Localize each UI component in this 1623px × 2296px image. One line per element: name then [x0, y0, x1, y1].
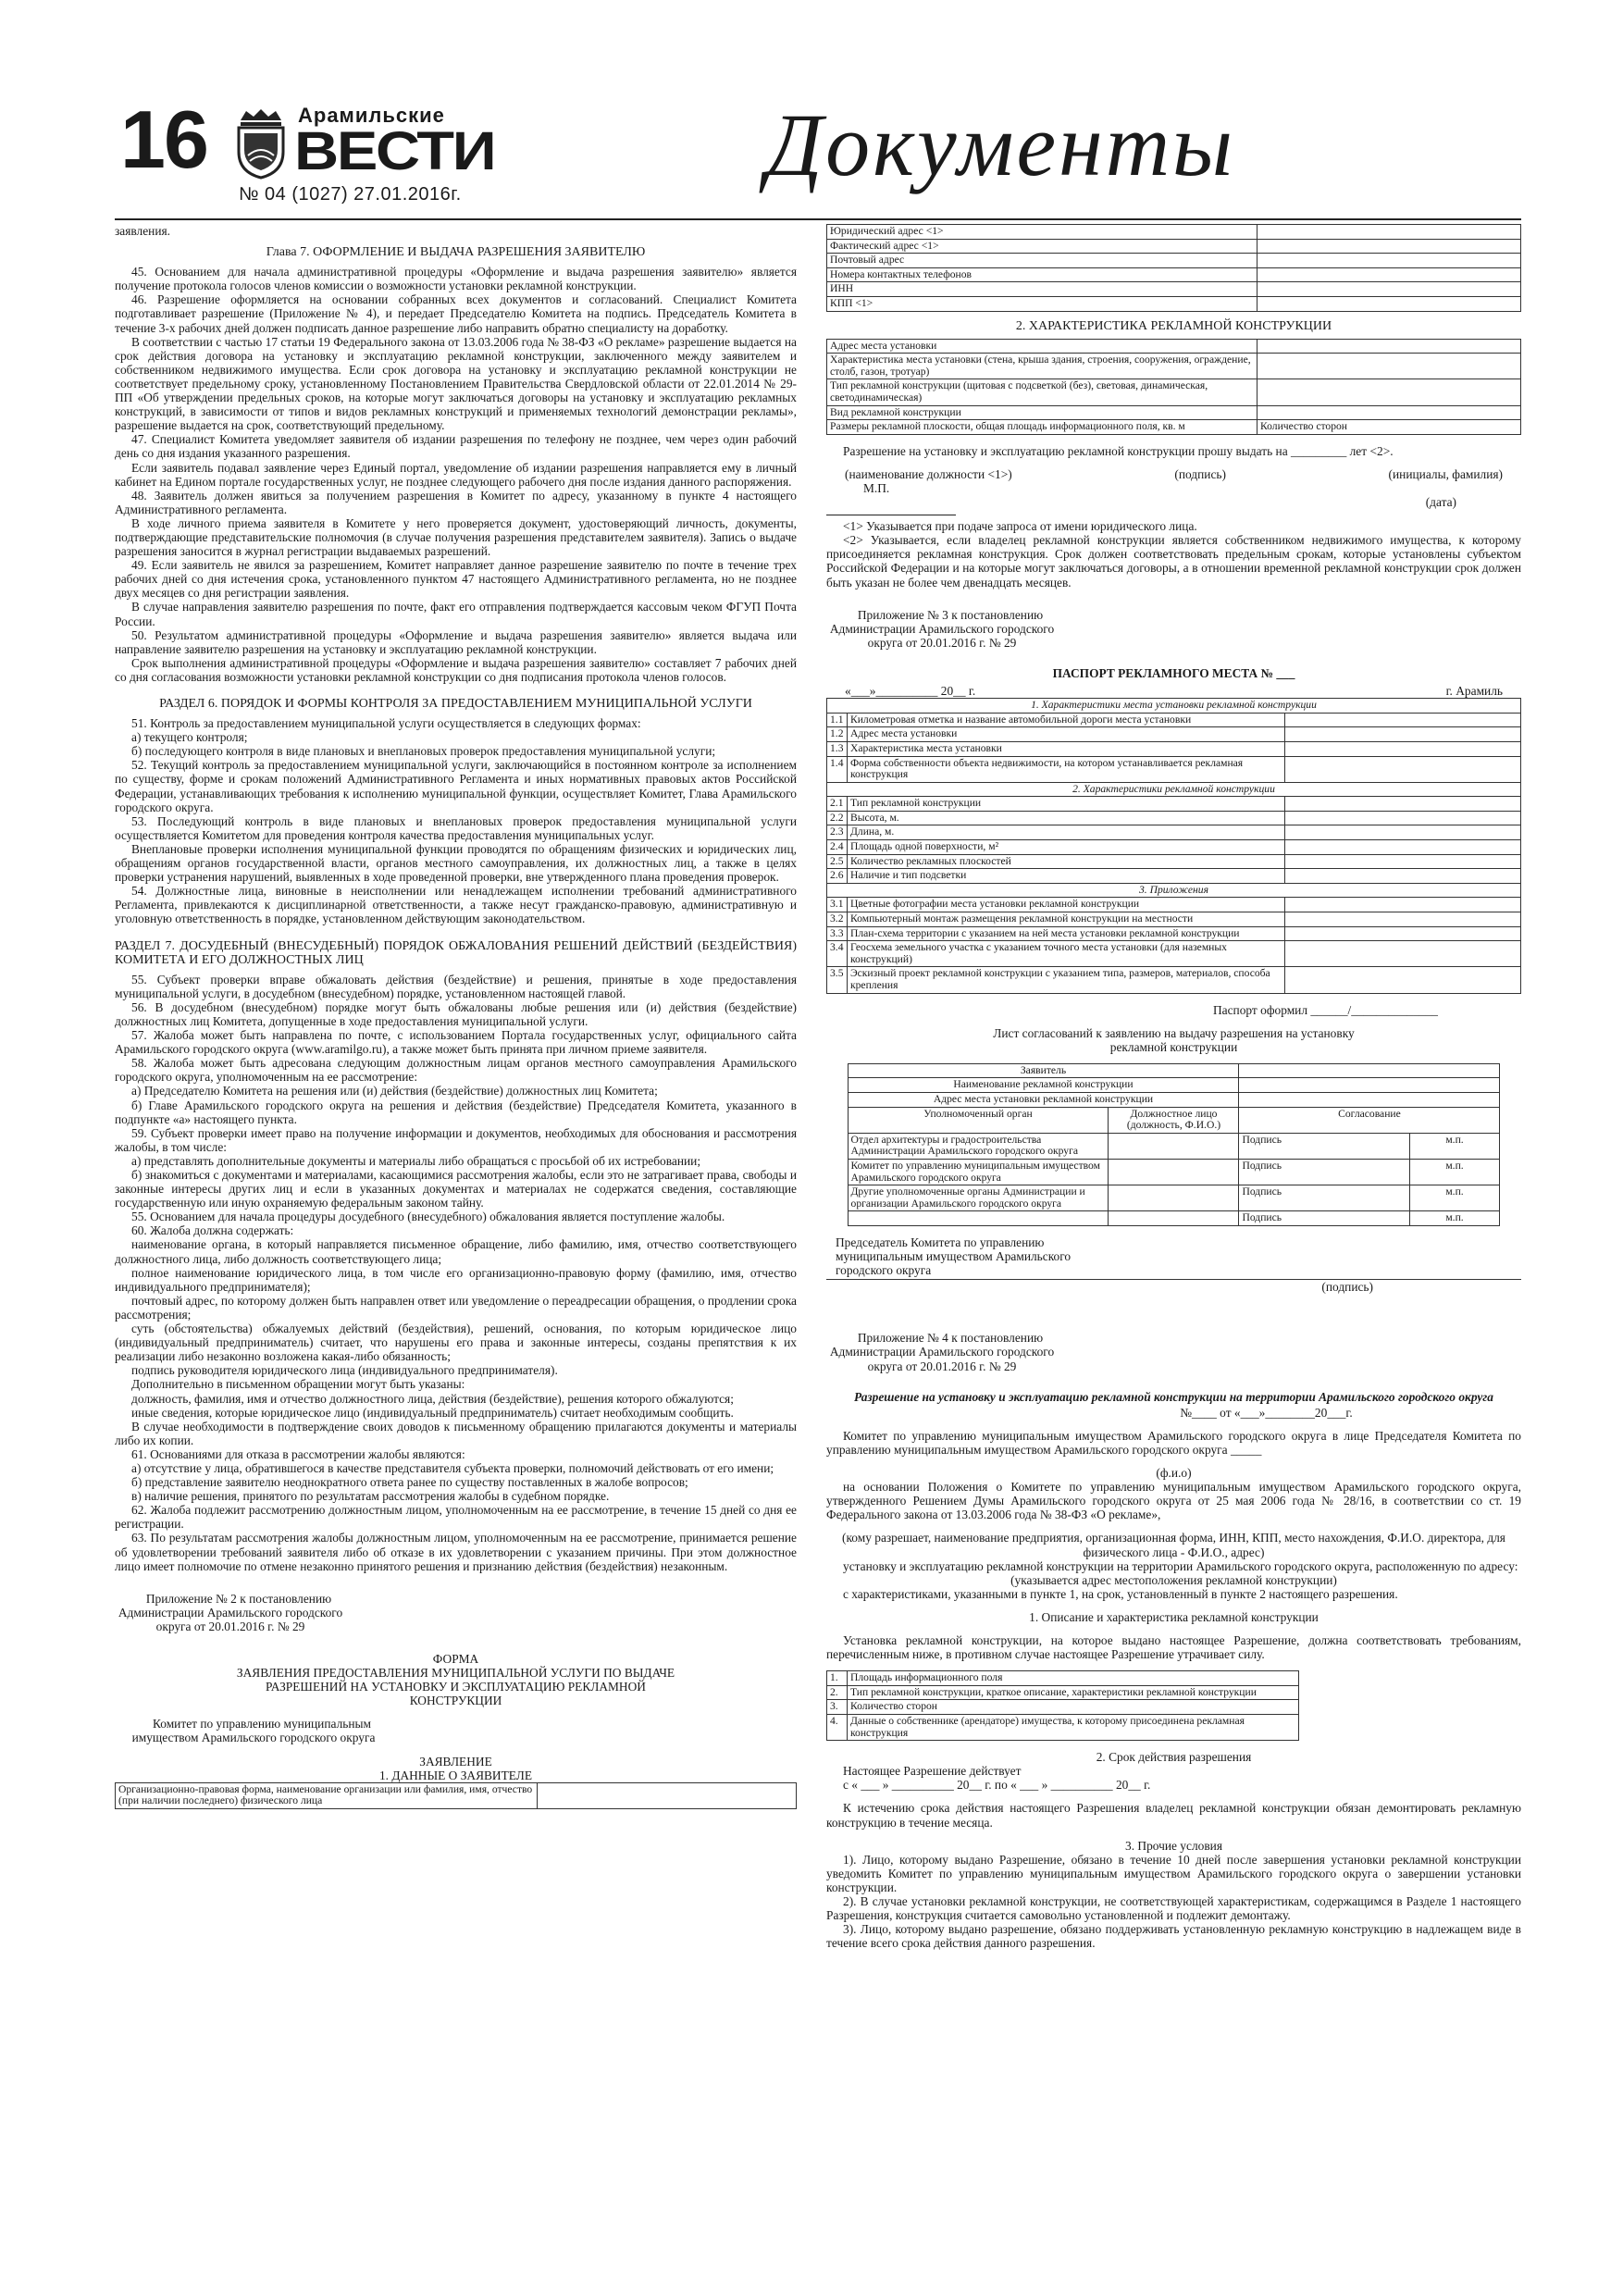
paragraph: Внеплановые проверки исполнения муниципальной функции проводятся по обращениям физических и юридических лиц, обращениям органов государственной власти, органов местного самоуправления, их должностных лиц, а также в целях проверки устранения нарушений, выявленных в ходе проведенной проверки, вне утвержденного плана проведения проверок.: [115, 841, 797, 885]
paragraph: Разрешение на установку и эксплуатацию рекламной конструкции прошу выдать на _________ лет <2>.: [843, 443, 1394, 458]
applicant-table: [115, 1782, 797, 1809]
table-cell: Фактический адрес <1>: [827, 239, 1258, 254]
paragraph: установку и эксплуатацию рекламной конструкции на территории Арамильского городского округа, расположенную по адресу:: [843, 1558, 1518, 1573]
table-row: 2.4 Площадь одной поверхности, м²: [827, 840, 1521, 855]
paragraph: а) отсутствие у лица, обратившегося в качестве представителя субъекта проверки, полномочий действовать от его имени;: [131, 1460, 774, 1475]
paragraph: 3). Лицо, которому выдано разрешение, обязано поддерживать установленную рекламную конструкцию в надлежащем виде в течение всего срока действия данного разрешения.: [826, 1922, 1521, 1951]
construction-table: [826, 339, 1521, 435]
paragraph: В случае необходимости в подтверждение своих доводов к письменному обращению прилагаются документы и материалы либо их копии.: [115, 1419, 797, 1447]
paragraph: 46. Разрешение оформляется на основании собранных всех документов и согласований. Специалист Комитета подготавливает разрешение (Приложение № 4), и передает Председателю Комитета на подпись. Председатель Комитета в течение 3-х рабочих дней должен подписать данное разрешение либо направить обратно специалисту на доработку.: [115, 292, 797, 335]
table-cell: Адрес места установки: [827, 339, 1258, 354]
table-cell: Юридический адрес <1>: [827, 225, 1258, 240]
section-heading: РАЗДЕЛ 7. ДОСУДЕБНЫЙ (ВНЕСУДЕБНЫЙ) ПОРЯДОК ОБЖАЛОВАНИЯ РЕШЕНИЙ ДЕЙСТВИЙ (БЕЗДЕЙСТВИЯ) КОМИТЕТА И ЕГО ДОЛЖНОСТНЫХ ЛИЦ: [115, 938, 797, 967]
paragraph: б) представление заявителю неоднократного ответа ранее по существу поставленных в жалобе вопросов;: [131, 1475, 688, 1490]
table-row: 3.5 Эскизный проект рекламной конструкции с указанием типа, размеров, материалов, способа крепления: [827, 967, 1521, 993]
table-row: 1.4 Форма собственности объекта недвижимости, на котором устанавливается рекламная конструкция: [827, 756, 1521, 782]
right-column: [826, 224, 1521, 2255]
paragraph: 47. Специалист Комитета уведомляет заявителя об издании разрешения по телефону не позднее, чем через один рабочий день со дня издания указанного разрешения.: [115, 432, 797, 461]
paragraph: а) представлять дополнительные документы и материалы либо обращаться с просьбой об их истребовании;: [131, 1153, 701, 1168]
brand-name-small: Арамильские: [298, 104, 445, 127]
chairman-sign: (подпись): [826, 1279, 1521, 1294]
table-row: Отдел архитектуры и градостроительства Администрации Арамильского городского округа Подпись м.п.: [848, 1133, 1500, 1159]
paragraph: 45. Основанием для начала административной процедуры «Оформление и выдача разрешения заявителю» является получение протокола голосов членов комиссии о возможности установки рекламной конструкции.: [115, 265, 797, 293]
table-row: 2. Тип рекламной конструкции, краткое описание, характеристики рекламной конструкции: [827, 1685, 1299, 1700]
table-row: 1.1 Километровая отметка и название автомобильной дороги места установки: [827, 713, 1521, 727]
brand-name-large: ВЕСТИ: [294, 121, 495, 181]
paragraph: К истечению срока действия настоящего Разрешения владелец рекламной конструкции обязан демонтировать рекламную конструкцию в течение месяца.: [826, 1801, 1521, 1830]
signature-name: (инициалы, фамилия): [1388, 466, 1503, 481]
coat-of-arms-icon: [233, 107, 289, 180]
chapter-heading: Глава 7. ОФОРМЛЕНИЕ И ВЫДАЧА РАЗРЕШЕНИЯ ЗАЯВИТЕЛЮ: [266, 245, 646, 260]
passport-city: г. Арамиль: [1445, 684, 1503, 699]
paragraph: 60. Жалоба должна содержать:: [131, 1223, 294, 1238]
paragraph: 49. Если заявитель не явился за разрешением, Комитет направляет данное разрешение заявителю по почте в течение трех рабочих дней со дня истечения срока, установленного пунктом 47 настоящего Административного регламента, но не позднее двух месяцев со дня регистрации заявления.: [115, 558, 797, 601]
table-row: 2.1 Тип рекламной конструкции: [827, 797, 1521, 812]
page-number: 16: [120, 93, 207, 185]
paragraph: 62. Жалоба подлежит рассмотрению должностным лицом, уполномоченным на ее рассмотрение, в течение 15 дней со дня ее регистрации.: [115, 1503, 797, 1532]
paragraph: а) текущего контроля;: [131, 730, 248, 745]
table-row: [827, 239, 1521, 254]
table-row: [827, 420, 1521, 435]
statement-title: ЗАЯВЛЕНИЕ: [419, 1754, 492, 1769]
table-section-row: [827, 782, 1521, 797]
subsection-heading: 3. Прочие условия: [1125, 1838, 1222, 1853]
permission-title: Разрешение на установку и эксплуатацию рекламной конструкции на территории Арамильского городского округа: [854, 1389, 1493, 1404]
table-row: Адрес места установки рекламной конструкции: [848, 1093, 1500, 1108]
section-title: Документы: [766, 95, 1236, 194]
permission-number: №____ от «___»________20___г.: [1180, 1405, 1353, 1420]
table-row: [827, 254, 1521, 268]
subsection-heading: 1. Описание и характеристика рекламной конструкции: [1029, 1609, 1319, 1624]
paragraph: б) последующего контроля в виде плановых и внеплановых проверок предоставления муниципальной услуги;: [131, 744, 716, 759]
table-row: Другие уполномоченные органы Администрации и организации Арамильского городского округа Подпись м.п.: [848, 1185, 1500, 1211]
addressee: Комитет по управлению муниципальным имуществом Арамильского городского округа: [131, 1717, 376, 1745]
table-cell-empty: [538, 1782, 797, 1808]
paragraph: 59. Субъект проверки имеет право на получение информации и документов, необходимых для обоснования и рассмотрения жалобы, в том числе:: [115, 1125, 797, 1154]
paragraph: с « ___ » __________ 20__ г. по « ___ » __________ 20__ г.: [843, 1778, 1151, 1793]
paragraph: Если заявитель подавал заявление через Единый портал, уведомление об издании разрешения направляется ему в личный кабинет на Едином портале государственных услуг, не позднее следующего рабочего дня после издания данного распоряжения.: [115, 460, 797, 489]
paragraph: В соответствии с частью 17 статьи 19 Федерального закона от 13.03.2006 года № 38-ФЗ «О рекламе» разрешение выдается на срок действия договора на установку и эксплуатацию рекламной конструкции, заключенного между заявителем и собственником недвижимого имущества. Если срок договора на установку и эксплуатацию рекламной конструкции не соответствует предельному сроку, установленному Постановлением Правительства Свердловской области от 22.01.2014 № 29-ПП «Об утверждении предельных сроков, на которые могут заключаться договоры на установку и эксплуатацию рекламных конструкций, в зависимости от типов и видов рекламных конструкций и применяемых технологий демонстрации рекламы», разрешение выдается на срок, соответствующий предельному.: [115, 334, 797, 433]
paragraph: 58. Жалоба может быть адресована следующим должностным лицам органов местного самоуправления Арамильского городского округа, уполномоченным на ее рассмотрение:: [115, 1056, 797, 1085]
section-heading: 2. ХАРАКТЕРИСТИКА РЕКЛАМНОЙ КОНСТРУКЦИИ: [1015, 318, 1332, 333]
paragraph: (указывается адрес местоположения рекламной конструкции): [1010, 1572, 1337, 1587]
table-cell: ИНН: [827, 282, 1258, 297]
table-cell: Номера контактных телефонов: [827, 267, 1258, 282]
table-row: 1.2 Адрес места установки: [827, 727, 1521, 742]
paragraph: 1). Лицо, которому выдано Разрешение, обязано в течение 10 дней после завершения установки рекламной конструкции уведомить Комитет по управлению муниципальным имуществом Арамильского городского округа о завершении установки конструкции.: [826, 1852, 1521, 1894]
fio-label: (ф.и.о): [1156, 1466, 1192, 1481]
paragraph: (кому разрешает, наименование предприятия, организационная форма, ИНН, КПП, место нахождения, Ф.И.О. директора, для физического лица - Ф.И.О., адрес): [842, 1531, 1505, 1559]
table-row: [827, 225, 1521, 240]
table-row: 3. Количество сторон: [827, 1700, 1299, 1715]
paragraph: с характеристиками, указанными в пункте 1, на срок, установленный в пункте 2 настоящего разрешения.: [843, 1586, 1398, 1601]
paragraph: 52. Текущий контроль за предоставлением муниципальной услуги, заключающийся в постоянном контроле за исполнением по существу, форме и срокам положений Административного Регламента и иных нормативных правовых актов Российской Федерации, устанавливающих требования к исполнению муниципальной функции, осуществляет Комитет, Глава Арамильского городского округа.: [115, 758, 797, 814]
paragraph: а) Председателю Комитета на решения или (и) действия (бездействие) должностных лиц Комитета;: [131, 1084, 658, 1098]
paragraph: заявления.: [115, 224, 171, 238]
paragraph: 2). В случае установки рекламной конструкции, не соответствующей характеристикам, содержащимся в Разделе 1 настоящего Разрешения, конструкция считается самовольно установленной и подлежит демонтажу.: [826, 1893, 1521, 1923]
paragraph: 55. Субъект проверки вправе обжаловать действия (бездействие) и решения, принятые в ходе предоставления муниципальной услуги, в досудебном (внесудебном) порядке, установленном настоящей главой.: [115, 972, 797, 1000]
table-row: [827, 405, 1521, 420]
table-row: 1.3 Характеристика места установки: [827, 741, 1521, 756]
permission-table: [826, 1670, 1299, 1741]
table-row: [827, 354, 1521, 379]
header-rule: [115, 218, 1521, 220]
paragraph: Срок выполнения административной процедуры «Оформление и выдача разрешения заявителю» составляет 7 рабочих дней со дня согласования возможности установки рекламной конструкции со дня подписания протокола членов голосов.: [115, 655, 797, 684]
table-row: 2.6 Наличие и тип подсветки: [827, 869, 1521, 884]
footnote: <1> Указывается при подаче запроса от имени юридического лица.: [843, 519, 1197, 534]
statement-subtitle: 1. ДАННЫЕ О ЗАЯВИТЕЛЕ: [378, 1768, 533, 1782]
table-row: 2.2 Высота, м.: [827, 811, 1521, 825]
table-cell: Характеристика места установки (стена, крыша здания, строения, сооружения, ограждение, столб, газон, тротуар): [827, 354, 1258, 379]
table-cell: Размеры рекламной плоскости, общая площадь информационного поля, кв. м: [827, 420, 1258, 435]
paragraph: Установка рекламной конструкции, на которое выдано настоящее Разрешение, должна соответствовать требованиям, перечисленным ниже, в противном случае настоящее Разрешение утрачивает силу.: [826, 1632, 1521, 1662]
table-row: Комитет по управлению муниципальным имуществом Арамильского городского округа Подпись м.п.: [848, 1160, 1500, 1185]
table-row: [827, 282, 1521, 297]
stamp-place: М.П.: [863, 481, 890, 495]
form-subtitle: ЗАЯВЛЕНИЯ ПРЕДОСТАВЛЕНИЯ МУНИЦИПАЛЬНОЙ УСЛУГИ ПО ВЫДАЧЕ РАЗРЕШЕНИЙ НА УСТАНОВКУ И ЭКСПЛУАТАЦИЮ РЕКЛАМНОЙ КОНСТРУКЦИИ: [236, 1666, 675, 1708]
passport-date: «___»__________ 20__ г.: [845, 684, 976, 699]
annex-2-note: Приложение № 2 к постановлению Администрации Арамильского городского округа от 20.01.2016 г. № 29: [118, 1591, 343, 1633]
applicant-details-table: [826, 224, 1521, 312]
table-section-row: [827, 883, 1521, 898]
table-row: Наименование рекламной конструкции: [848, 1078, 1500, 1093]
footnote: <2> Указывается, если владелец рекламной конструкции является собственником недвижимого имущества, к которому присоединяется рекламная конструкция. Срок должен соответствовать предельным срокам, которые установлены субъектом Российской Федерации и на которые могут заключаться договоры, а в отношении временной рекламной конструкции срок должен быть указан не более чем двенадцать месяцев.: [826, 533, 1521, 590]
table-row: [827, 296, 1521, 311]
chairman-title: Председатель Комитета по управлению муниципальным имуществом Арамильского городского округа: [836, 1235, 1072, 1278]
paragraph: б) знакомиться с документами и материалами, касающимися рассмотрения жалобы, если это не затрагивает права, свободы и законные интересы других лиц и если в указанных документах и материалах не содержатся сведения, составляющие государственную или иную охраняемую федеральным законом тайну.: [115, 1168, 797, 1210]
table-cell: Вид рекламной конструкции: [827, 405, 1258, 420]
paragraph: на основании Положения о Комитете по управлению муниципальным имуществом Арамильского городского округа, утвержденного Решением Думы Арамильского городского округа от 25 мая 2006 года № 28/16, в соответствии со ст. 19 Федерального закона от 13.03.2006 года № 38-ФЗ «О рекламе»,: [826, 1480, 1521, 1522]
paragraph: 54. Должностные лица, виновные в неисполнении или ненадлежащем исполнении требований административного Регламента, привлекаются к дисциплинарной ответственности, а также несут гражданско-правовую, административную и уголовную ответственность в порядке, установленном действующим законодательством.: [115, 884, 797, 926]
table-cell: Организационно-правовая форма, наименование организации или фамилия, имя, отчество (при наличии последнего) физического лица: [116, 1782, 538, 1808]
paragraph: 56. В досудебном (внесудебном) порядке могут быть обжалованы любые решения или (и) действия (бездействие) должностных лиц Комитета, допущенные в ходе предоставления муниципальной услуги.: [115, 999, 797, 1028]
table-section-row: [827, 699, 1521, 714]
left-column: [115, 224, 797, 2255]
paragraph: 63. По результатам рассмотрения жалобы должностным лицом, уполномоченным на ее рассмотрение, принимается решение об удовлетворении требований заявителя либо об отказе в их удовлетворении с указанием причины. При этом должностное лицо имеет полномочие по отмене незаконно принятого решения и признанию действия (бездействия) незаконным.: [115, 1531, 797, 1573]
paragraph: подпись руководителя юридического лица (индивидуального предпринимателя).: [131, 1363, 558, 1378]
paragraph: в) наличие решения, принятого по результатам рассмотрения жалобы в судебном порядке.: [131, 1489, 610, 1504]
signature-position: (наименование должности <1>): [845, 466, 1012, 481]
paragraph: 50. Результатом административной процедуры «Оформление и выдача разрешения заявителю» является выдача или направление заявителю разрешения на установку и эксплуатацию рекламной конструкции.: [115, 627, 797, 656]
paragraph: Настоящее Разрешение действует: [843, 1764, 1022, 1779]
table-row: 2.3 Длина, м.: [827, 825, 1521, 840]
form-title: ФОРМА: [432, 1652, 479, 1666]
paragraph: полное наименование юридического лица, в том числе его организационно-правовую форму (фамилию, имя, отчество индивидуального предпринимателя);: [115, 1265, 797, 1294]
table-section: 2. Характеристики рекламной конструкции: [827, 782, 1521, 797]
table-row: 2.5 Количество рекламных плоскостей: [827, 854, 1521, 869]
paragraph: б) Главе Арамильского городского округа на решения и действия (бездействие) Председателя Комитета, указанного в подпункте «а» настоящего пункта.: [115, 1098, 797, 1126]
paragraph: почтовый адрес, по которому должен быть направлен ответ или уведомление о переадресации обращения, о продлении срока рассмотрения;: [115, 1293, 797, 1322]
table-row: [827, 339, 1521, 354]
passport-done: Паспорт оформил ______/______________: [1213, 1002, 1438, 1017]
table-row: [116, 1782, 797, 1808]
table-cell: КПП <1>: [827, 296, 1258, 311]
paragraph: Комитет по управлению муниципальным имуществом Арамильского городского округа в лице Председателя Комитета по управлению муниципальным имуществом Арамильского городского округа _____: [826, 1428, 1521, 1457]
issue-info: № 04 (1027) 27.01.2016г.: [239, 184, 462, 205]
paragraph: Дополнительно в письменном обращении могут быть указаны:: [131, 1377, 465, 1392]
table-row: [827, 379, 1521, 405]
annex-4-note: Приложение № 4 к постановлению Администрации Арамильского городского округа от 20.01.2016 г. № 29: [829, 1331, 1055, 1373]
table-cell: Тип рекламной конструкции (щитовая с подсветкой (без), световая, динамическая, светодинамическая): [827, 379, 1258, 405]
paragraph: В случае направления заявителю разрешения по почте, факт его отправления подтверждается кассовым чеком ФГУП Почта России.: [115, 600, 797, 628]
table-row: Заявитель: [848, 1063, 1500, 1078]
date-label: (дата): [1425, 495, 1456, 510]
paragraph: наименование органа, в который направляется письменное обращение, либо фамилию, имя, отчество соответствующего должностного лица, либо должность соответствующего лица;: [115, 1237, 797, 1266]
paragraph: иные сведения, которые юридическое лицо (индивидуальный предприниматель) считает необходимым сообщить.: [131, 1405, 734, 1420]
passport-title: ПАСПОРТ РЕКЛАМНОГО МЕСТА № ___: [1052, 665, 1295, 680]
subsection-heading: 2. Срок действия разрешения: [1096, 1750, 1252, 1765]
paragraph: суть (обстоятельства) обжалуемых действий (бездействия), решений, основания, по которым юридическое лицо (индивидуальный предприниматель) считает, что нарушены его права и законные интересы, созданы препятствия к их реализации либо незаконно возложена какая-либо обязанность;: [115, 1322, 797, 1364]
passport-date-line: [826, 684, 1521, 698]
table-header-row: Уполномоченный орган Должностное лицо (должность, Ф.И.О.) Согласование: [848, 1107, 1500, 1133]
paragraph: В ходе личного приема заявителя в Комитете у него проверяется документ, удостоверяющий личность, документы, подтверждающие представительские полномочия (в случае получения разрешения представителем заявителя). Запись о выдаче разрешения заносится в журнал регистрации выдаваемых разрешений.: [115, 515, 797, 559]
paragraph: 55. Основанием для начала процедуры досудебного (внесудебного) обжалования является поступление жалобы.: [131, 1210, 725, 1224]
table-row: [827, 267, 1521, 282]
agreement-table: [848, 1063, 1501, 1226]
paragraph: 57. Жалоба может быть направлена по почте, с использованием Портала государственных услуг, официального сайта Арамильского городского округа (www.aramilgo.ru), а также может быть принята при личном приеме заявителя.: [115, 1028, 797, 1057]
section-heading: РАЗДЕЛ 6. ПОРЯДОК И ФОРМЫ КОНТРОЛЯ ЗА ПРЕДОСТАВЛЕНИЕМ МУНИЦИПАЛЬНОЙ УСЛУГИ: [159, 697, 752, 711]
paragraph: 61. Основаниями для отказа в рассмотрении жалобы являются:: [131, 1446, 465, 1461]
table-cell: Количество сторон: [1258, 420, 1521, 435]
table-row: Подпись м.п.: [848, 1211, 1500, 1226]
table-row: 4. Данные о собственнике (арендаторе) имущества, к которому присоединена рекламная конструкция: [827, 1714, 1299, 1740]
table-cell: Почтовый адрес: [827, 254, 1258, 268]
annex-3-note: Приложение № 3 к постановлению Администрации Арамильского городского округа от 20.01.2016 г. № 29: [829, 607, 1055, 650]
signature-line: [826, 467, 1521, 481]
passport-table: [826, 698, 1521, 993]
table-row: 3.2 Компьютерный монтаж размещения рекламной конструкции на местности: [827, 912, 1521, 927]
paragraph: 53. Последующий контроль в виде плановых и внеплановых проверок предоставления муниципальной услуги осуществляется Комитетом для проведения контроля качества предоставления муниципальных услуг.: [115, 813, 797, 842]
paragraph: должность, фамилия, имя и отчество должностного лица, действия (бездействие), решения которого обжалуются;: [131, 1391, 734, 1406]
table-row: 1. Площадь информационного поля: [827, 1671, 1299, 1686]
signature-sign: (подпись): [1174, 466, 1226, 481]
masthead: [115, 89, 1521, 218]
table-row: 3.1 Цветные фотографии места установки рекламной конструкции: [827, 898, 1521, 912]
paragraph: 48. Заявитель должен явиться за получением разрешения в Комитет по адресу, указанному в пункте 4 настоящего Административного регламента.: [115, 488, 797, 516]
table-section: 1. Характеристики места установки рекламной конструкции: [827, 699, 1521, 714]
agreement-title: Лист согласований к заявлению на выдачу разрешения на установку рекламной конструкции: [993, 1025, 1355, 1054]
table-section: 3. Приложения: [827, 883, 1521, 898]
table-row: 3.4 Геосхема земельного участка с указанием точного места установки (для наземных конструкций): [827, 941, 1521, 967]
paragraph: 51. Контроль за предоставлением муниципальной услуги осуществляется в следующих формах:: [131, 716, 641, 731]
table-row: 3.3 План-схема территории с указанием на ней места установки рекламной конструкции: [827, 926, 1521, 941]
